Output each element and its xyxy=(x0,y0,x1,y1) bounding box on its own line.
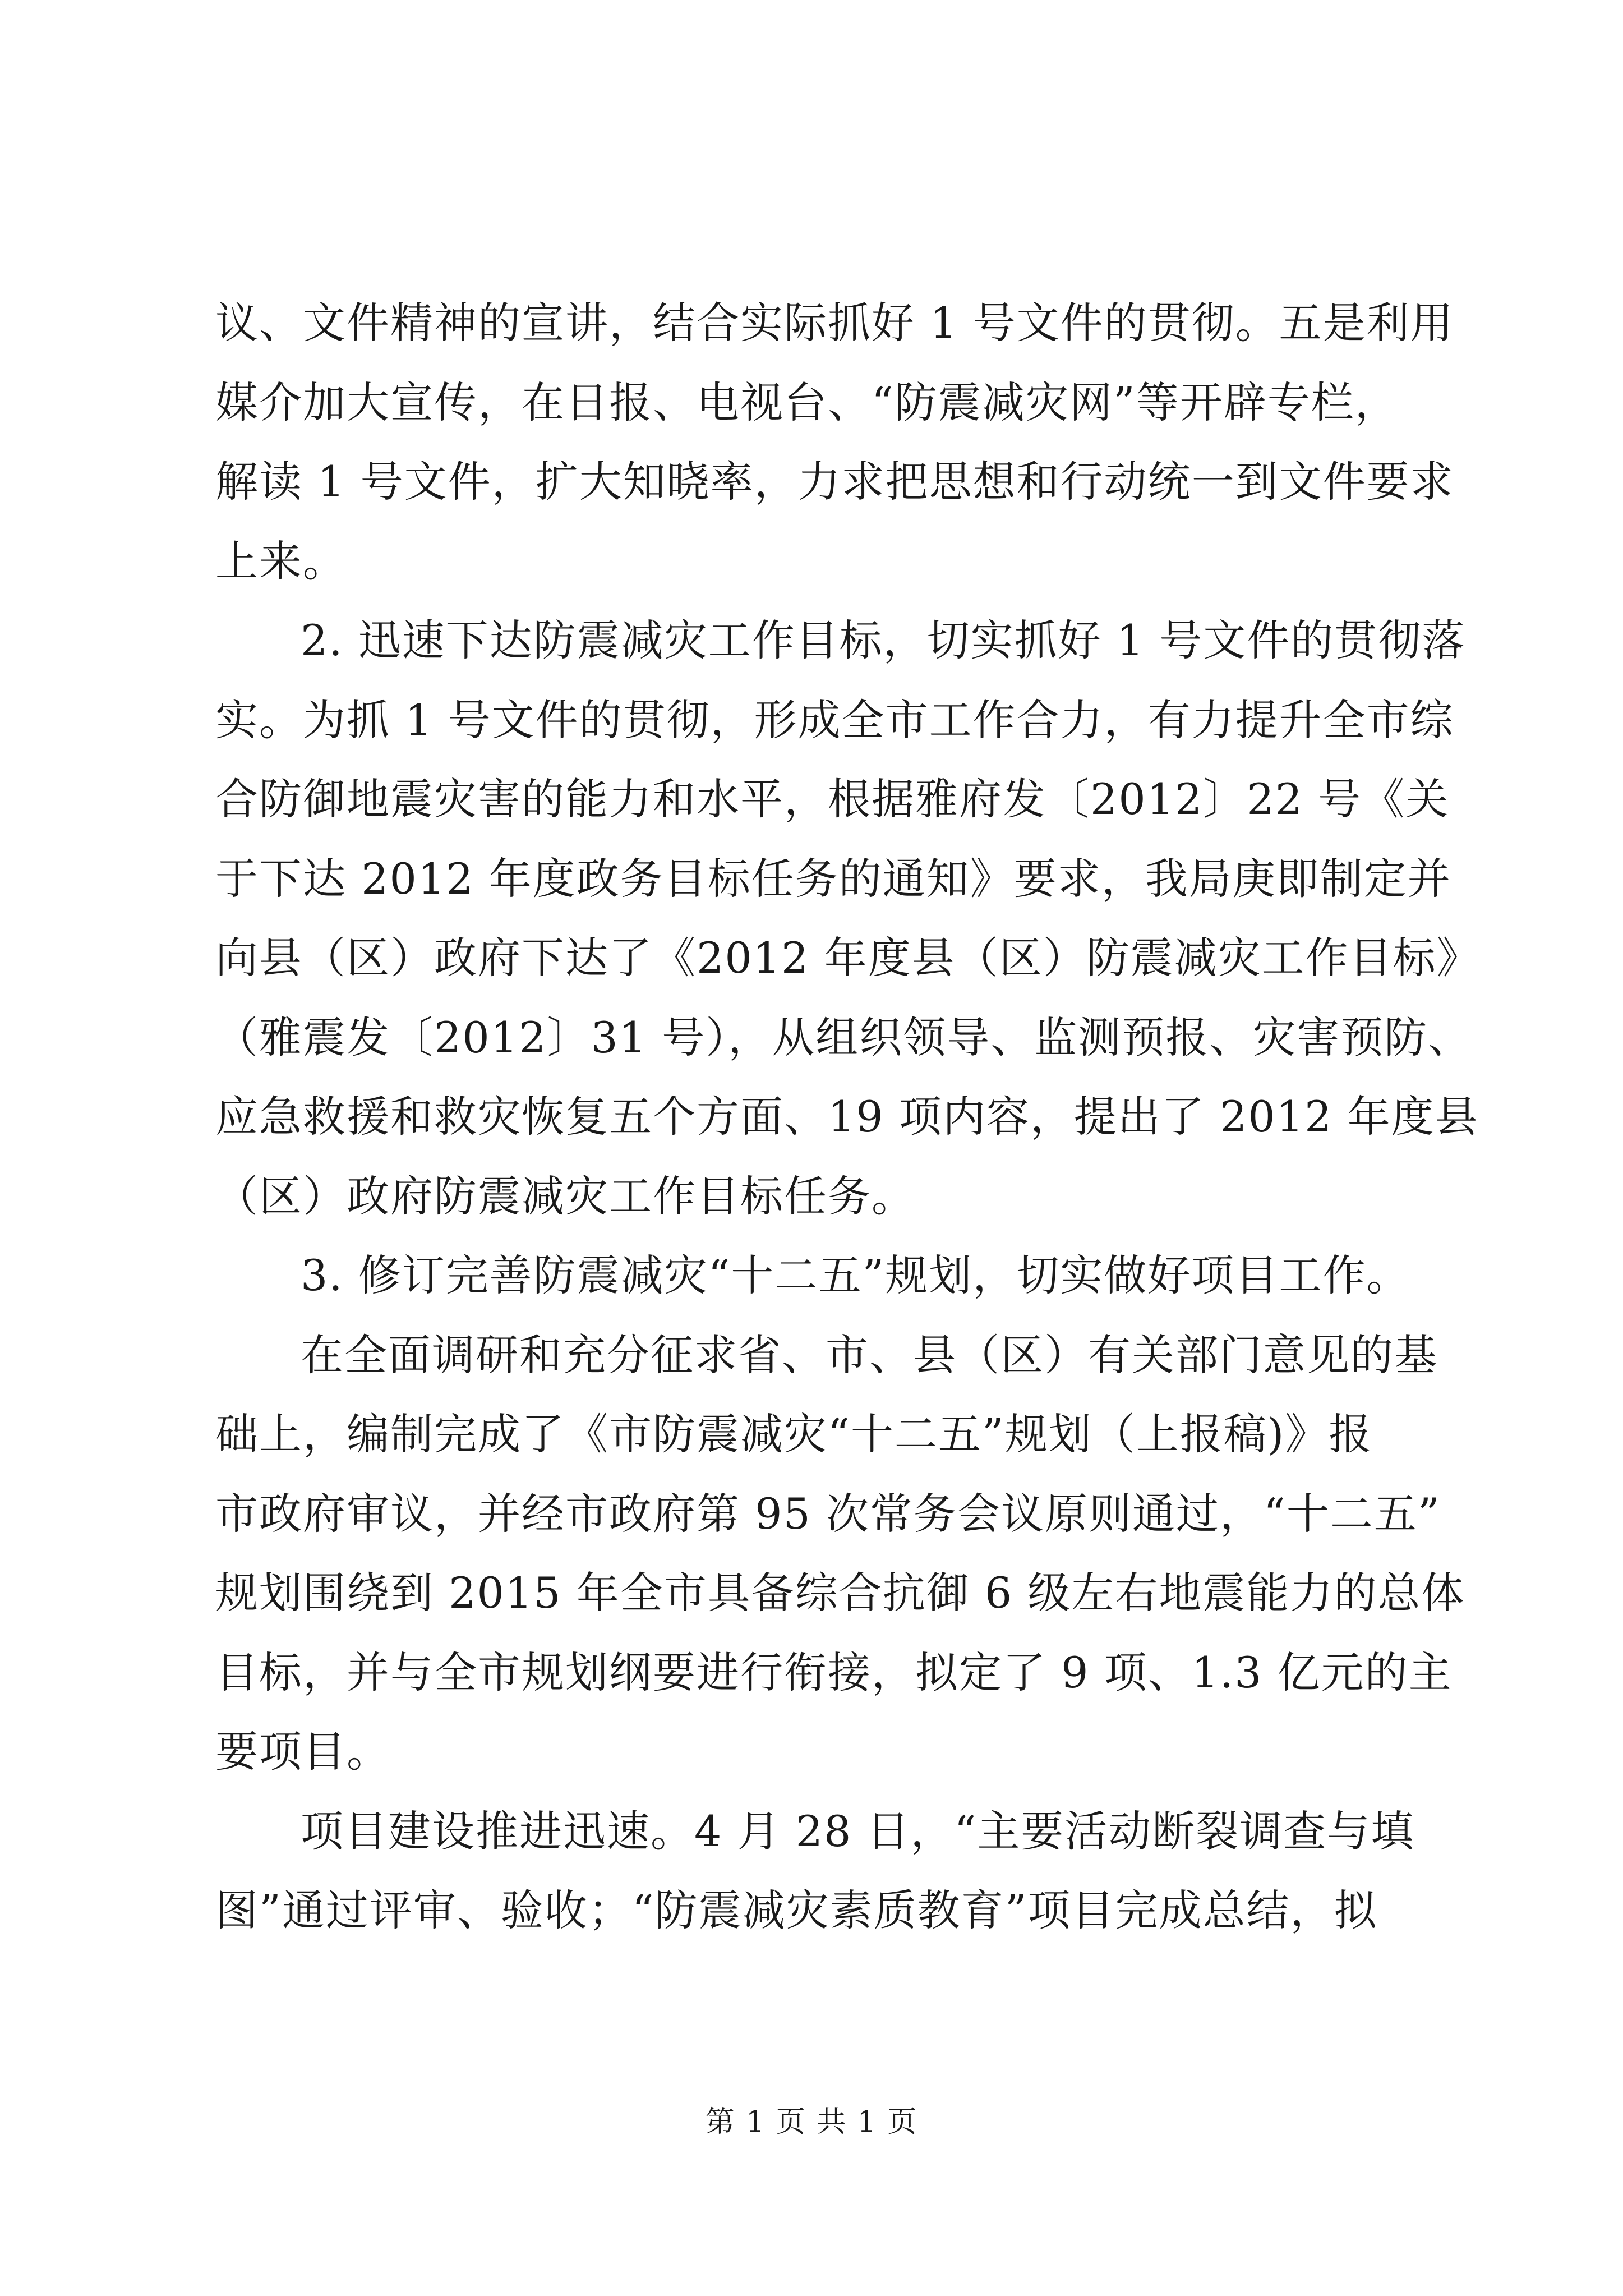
text-line: 3. 修订完善防震减灾“十二五”规划，切实做好项目工作。 xyxy=(301,1250,1410,1300)
text-line: 2. 迅速下达防震减灾工作目标，切实抓好 1 号文件的贯彻落 xyxy=(301,615,1466,665)
text-line: 规划围绕到 2015 年全市具备综合抗御 6 级左右地震能力的总体 xyxy=(215,1568,1465,1618)
text-line: 媒介加大宣传，在日报、电视台、“防震减灾网”等开辟专栏， xyxy=(215,377,1399,427)
text-line: 解读 1 号文件，扩大知晓率，力求把思想和行动统一到文件要求 xyxy=(215,457,1454,507)
text-line: 要项目。 xyxy=(215,1727,390,1777)
text-line: 向县（区）政府下达了《2012 年度县（区）防震减灾工作目标》 xyxy=(215,933,1481,983)
text-line: 合防御地震灾害的能力和水平，根据雅府发〔2012〕22 号《关 xyxy=(215,774,1450,824)
text-line: 于下达 2012 年度政务目标任务的通知》要求，我局庚即制定并 xyxy=(215,853,1451,904)
text-line: 市政府审议，并经市政府第 95 次常务会议原则通过，“十二五” xyxy=(215,1488,1441,1539)
text-line: 应急救援和救灾恢复五个方面、19 项内容，提出了 2012 年度县 xyxy=(215,1092,1479,1142)
text-line: 实。为抓 1 号文件的贯彻，形成全市工作合力，有力提升全市综 xyxy=(215,694,1454,745)
text-line: 在全面调研和充分征求省、市、县（区）有关部门意见的基 xyxy=(301,1329,1438,1380)
text-line: 上来。 xyxy=(215,536,347,586)
text-line: 目标，并与全市规划纲要进行衔接，拟定了 9 项、1.3 亿元的主 xyxy=(215,1647,1453,1697)
text-line: 议、文件精神的宣讲，结合实际抓好 1 号文件的贯彻。五是利用 xyxy=(215,298,1454,348)
document-body xyxy=(215,283,1481,1950)
body-text xyxy=(215,283,1481,1950)
text-line: （区）政府防震减灾工作目标任务。 xyxy=(215,1171,915,1221)
text-line: （雅震发〔2012〕31 号），从组织领导、监测预报、灾害预防、 xyxy=(215,1012,1472,1062)
page-footer: 第 1 页 共 1 页 xyxy=(705,2105,918,2139)
text-line: 图”通过评审、验收；“防震减灾素质教育”项目完成总结，拟 xyxy=(215,1885,1378,1935)
text-line: 础上，编制完成了《市防震减灾“十二五”规划（上报稿)》报 xyxy=(215,1409,1373,1459)
text-line: 项目建设推进迅速。4 月 28 日，“主要活动断裂调查与填 xyxy=(301,1806,1415,1856)
